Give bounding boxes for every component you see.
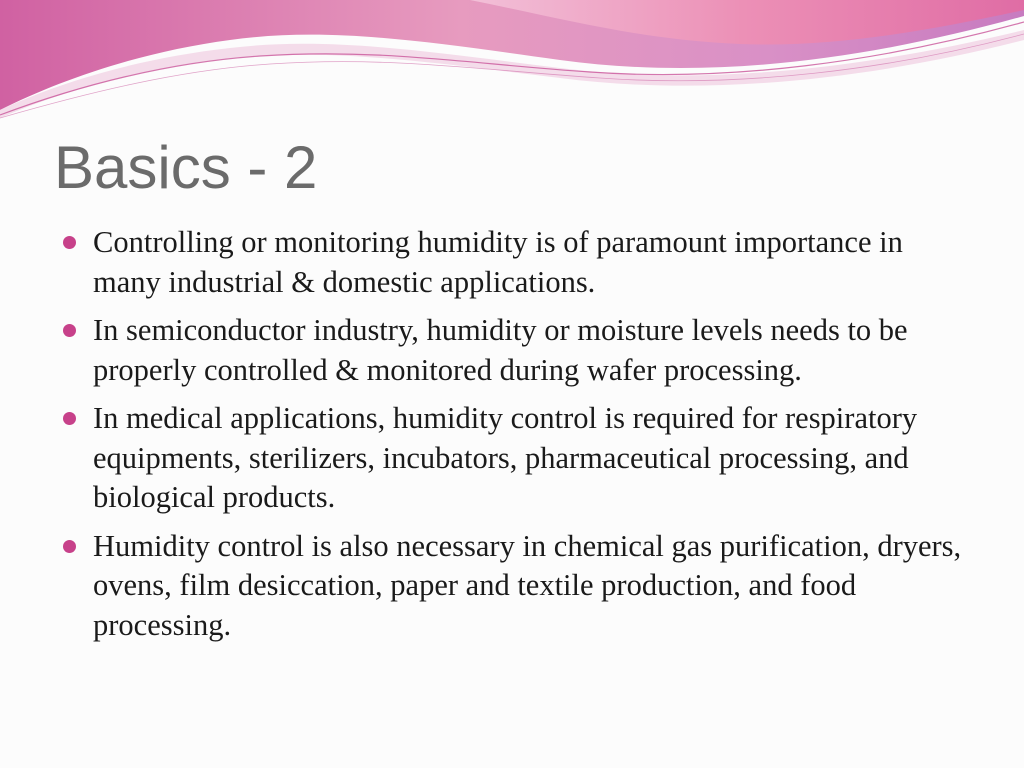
slide-title: Basics - 2 xyxy=(54,134,318,201)
bullet-dot-icon xyxy=(63,236,76,249)
bullet-item xyxy=(60,311,970,390)
bullet-text: In semiconductor industry, humidity or moisture levels needs to be properly controlled & monitored during wafer processing. xyxy=(93,313,908,387)
bullet-text: In medical applications, humidity control is required for respiratory equipments, sterilizers, incubators, pharmaceutical processing, and biological products. xyxy=(93,401,918,514)
bullet-text: Humidity control is also necessary in chemical gas purification, dryers, ovens, film desiccation, paper and textile production, and food processing. xyxy=(93,528,962,642)
bullet-text: Controlling or monitoring humidity is of paramount importance in many industrial & domestic applications. xyxy=(93,225,903,299)
decorative-wave-header xyxy=(0,0,1024,120)
bullet-dot-icon xyxy=(63,324,76,337)
bullet-list xyxy=(60,223,970,654)
bullet-dot-icon xyxy=(63,412,76,425)
bullet-item xyxy=(60,527,970,646)
bullet-item xyxy=(60,399,970,518)
bullet-item xyxy=(60,223,970,302)
bullet-dot-icon xyxy=(63,540,76,553)
